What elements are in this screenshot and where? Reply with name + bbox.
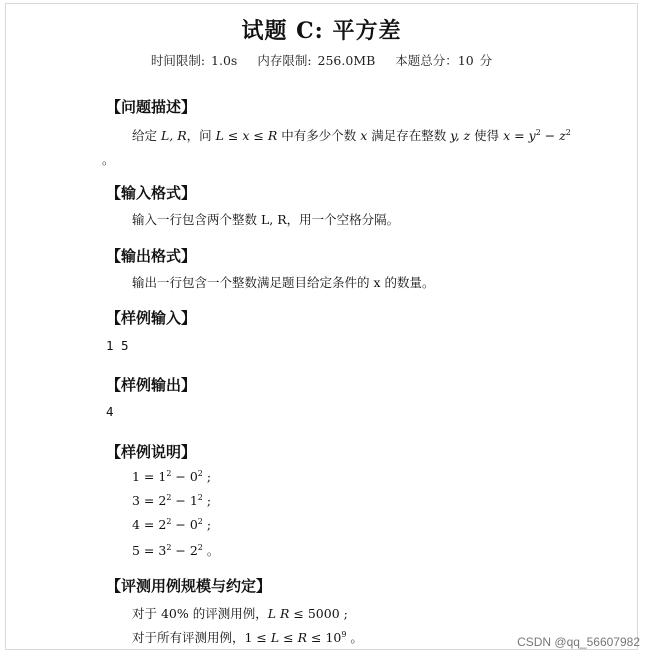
section-title-constraints: 【评测用例规模与约定】 — [106, 577, 272, 595]
section-title-sample-input: 【样例输入】 — [106, 309, 197, 327]
section-title-sample-explanation: 【样例说明】 — [106, 443, 197, 461]
section-title-input-format: 【输入格式】 — [106, 184, 197, 202]
explanation-line-3: $4 = 2^2 - 0^2$ ; — [132, 517, 212, 532]
problem-description-line: 给定 L, R，问 L ≤ x ≤ R 中有多少个数 x 满足存在整数 y, z 使得 $x = y^2 - z^2$ — [132, 128, 571, 143]
explanation-line-2: $3 = 2^2 - 1^2$ ; — [132, 493, 212, 508]
document-page — [5, 3, 638, 650]
memory-limit: 内存限制: 256.0MB — [257, 53, 376, 68]
input-format-text: 输入一行包含两个整数 L, R，用一个空格分隔。 — [132, 212, 400, 227]
constraint-line-2: 对于所有评测用例，$1 \le L \le R \le 10^9$ 。 — [132, 630, 363, 645]
sample-input-value: 1 5 — [106, 338, 129, 353]
constraint-line-1: 对于 40% 的评测用例，L R ≤ 5000 ; — [132, 606, 348, 621]
problem-title: 试题 C: 平方差 — [241, 18, 402, 44]
problem-description-end: 。 — [102, 152, 115, 167]
section-title-output-format: 【输出格式】 — [106, 247, 197, 265]
time-limit: 时间限制: 1.0s — [150, 53, 238, 68]
csdn-watermark: CSDN @qq_56607982 — [517, 635, 640, 649]
sample-output-value: 4 — [106, 404, 114, 419]
section-title-problem: 【问题描述】 — [106, 98, 197, 116]
problem-meta — [6, 51, 637, 69]
total-score: 本题总分：10 分 — [395, 53, 493, 68]
explanation-line-4: $5 = 3^2 - 2^2$ 。 — [132, 543, 220, 558]
explanation-line-1: $1 = 1^2 - 0^2$ ; — [132, 469, 212, 484]
section-title-sample-output: 【样例输出】 — [106, 376, 197, 394]
output-format-text: 输出一行包含一个整数满足题目给定条件的 x 的数量。 — [132, 275, 435, 290]
